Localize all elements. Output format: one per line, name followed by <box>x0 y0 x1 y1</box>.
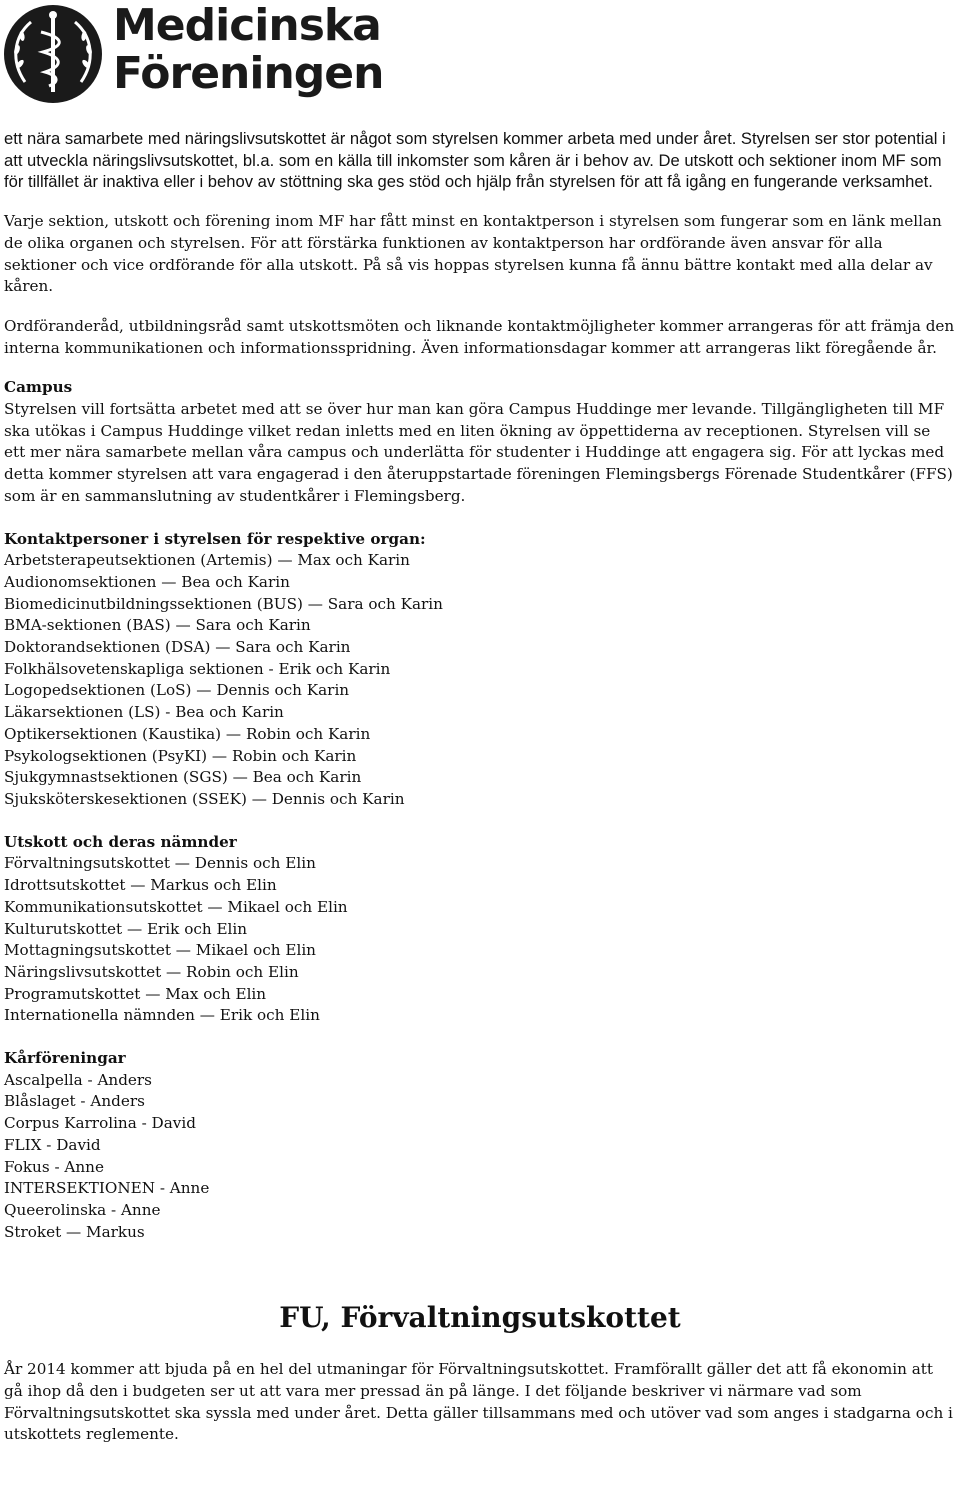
list-item: Idrottsutskottet — Markus och Elin <box>4 876 277 895</box>
list-item: Queerolinska - Anne <box>4 1200 161 1219</box>
kontaktpersoner-heading: Kontaktpersoner i styrelsen för respektive organ: <box>4 529 426 548</box>
list-item: Optikersektionen (Kaustika) — Robin och Karin <box>4 724 371 743</box>
logo-line-1: Medicinska <box>113 0 381 51</box>
list-item: Blåslaget - Anders <box>4 1092 145 1111</box>
list-item: FLIX - David <box>4 1135 101 1154</box>
list-item: Sjuksköterskesektionen (SSEK) — Dennis och Karin <box>4 789 405 808</box>
list-item: Sjukgymnastsektionen (SGS) — Bea och Karin <box>4 768 362 787</box>
list-item: INTERSEKTIONEN - Anne <box>4 1179 210 1198</box>
kontaktpersoner-section <box>4 529 956 811</box>
list-item: BMA-sektionen (BAS) — Sara och Karin <box>4 616 311 635</box>
fu-paragraph: År 2014 kommer att bjuda på en hel del utmaningar för Förvaltningsutskottet. Framförallt gäller det att få ekonomin att gå ihop då den i budgeten ser ut att vara mer pressad än på länge. I det följande beskriver vi närmare vad som Förvaltningsutskottet ska syssla med under året. Detta gäller tillsammans med och utöver vad som anges i stadgarna och i utskottets reglemente. <box>4 1360 953 1444</box>
utskott-heading: Utskott och deras nämnder <box>4 832 237 851</box>
utskott-section <box>4 832 956 1027</box>
list-item: Corpus Karrolina - David <box>4 1114 196 1133</box>
logo <box>3 0 384 108</box>
list-item: Kulturutskottet — Erik och Elin <box>4 919 248 938</box>
list-item: Ascalpella - Anders <box>4 1070 152 1089</box>
paragraph-naringsliv: ett nära samarbete med näringslivsutskottet är något som styrelsen kommer arbeta med under året. Styrelsen ser stor potential i att utveckla näringslivsutskottet, bl.a. som en källa till inkomster som kåren är i behov av. De utskott och sektioner inom MF som för tillfället är inaktiva eller i behov av stöttning ska ges stöd och hjälp från styrelsen för att få igång en fungerande verksamhet. <box>4 129 946 192</box>
list-item: Fokus - Anne <box>4 1157 104 1176</box>
logo-line-2: Föreningen <box>113 48 384 99</box>
list-item: Psykologsektionen (PsyKI) — Robin och Karin <box>4 746 357 765</box>
list-item: Logopedsektionen (LoS) — Dennis och Karin <box>4 681 350 700</box>
karforeningar-heading: Kårföreningar <box>4 1049 126 1068</box>
list-item: Arbetsterapeutsektionen (Artemis) — Max och Karin <box>4 551 410 570</box>
list-item: Folkhälsovetenskapliga sektionen - Erik och Karin <box>4 659 391 678</box>
list-item: Läkarsektionen (LS) - Bea och Karin <box>4 703 284 722</box>
paragraph-ordforanderad: Ordföranderåd, utbildningsråd samt utskottsmöten och liknande kontaktmöjligheter kommer arrangeras för att främja den interna kommunikationen och informationsspridning. Även informationsdagar kommer att arrangeras likt föregående år. <box>4 316 955 357</box>
caduceus-wreath-icon <box>3 2 103 107</box>
karforeningar-section <box>4 1048 956 1243</box>
campus-text: Styrelsen vill fortsätta arbetet med att se över hur man kan göra Campus Huddinge mer levande. Tillgängligheten till MF ska utökas i Campus Huddinge vilket redan inletts med en liten ökning av öppettiderna av receptionen. Styrelsen vill se ett mer nära samarbete mellan våra campus och underlätta för studenter i Huddinge att engagera sig. För att lyckas med detta kommer styrelsen att vara engagerad i den återuppstartade föreningen Flemingsbergs Förenade Studentkårer (FFS) som är en sammanslutning av studentkårer i Flemingsberg. <box>4 400 953 505</box>
list-item: Biomedicinutbildningssektionen (BUS) — Sara och Karin <box>4 594 443 613</box>
list-item: Kommunikationsutskottet — Mikael och Elin <box>4 897 348 916</box>
list-item: Doktorandsektionen (DSA) — Sara och Karin <box>4 638 351 657</box>
fu-heading: FU, Förvaltningsutskottet <box>279 1301 681 1335</box>
document-body <box>4 128 956 1464</box>
logo-wordmark <box>113 2 383 98</box>
campus-section <box>4 377 956 507</box>
list-item: Förvaltningsutskottet — Dennis och Elin <box>4 854 316 873</box>
campus-heading: Campus <box>4 378 73 397</box>
list-item: Internationella nämnden — Erik och Elin <box>4 1006 320 1025</box>
list-item: Programutskottet — Max och Elin <box>4 984 267 1003</box>
list-item: Stroket — Markus <box>4 1222 145 1241</box>
list-item: Audionomsektionen — Bea och Karin <box>4 572 290 591</box>
list-item: Näringslivsutskottet — Robin och Elin <box>4 962 299 981</box>
list-item: Mottagningsutskottet — Mikael och Elin <box>4 941 316 960</box>
paragraph-kontaktperson: Varje sektion, utskott och förening inom MF har fått minst en kontaktperson i styrelsen som fungerar som en länk mellan de olika organen och styrelsen. För att förstärka funktionen av kontaktperson har ordförande även ansvar för alla sektioner och vice ordförande för alla utskott. På så vis hoppas styrelsen kunna få ännu bättre kontakt med alla delar av kåren. <box>4 212 942 296</box>
